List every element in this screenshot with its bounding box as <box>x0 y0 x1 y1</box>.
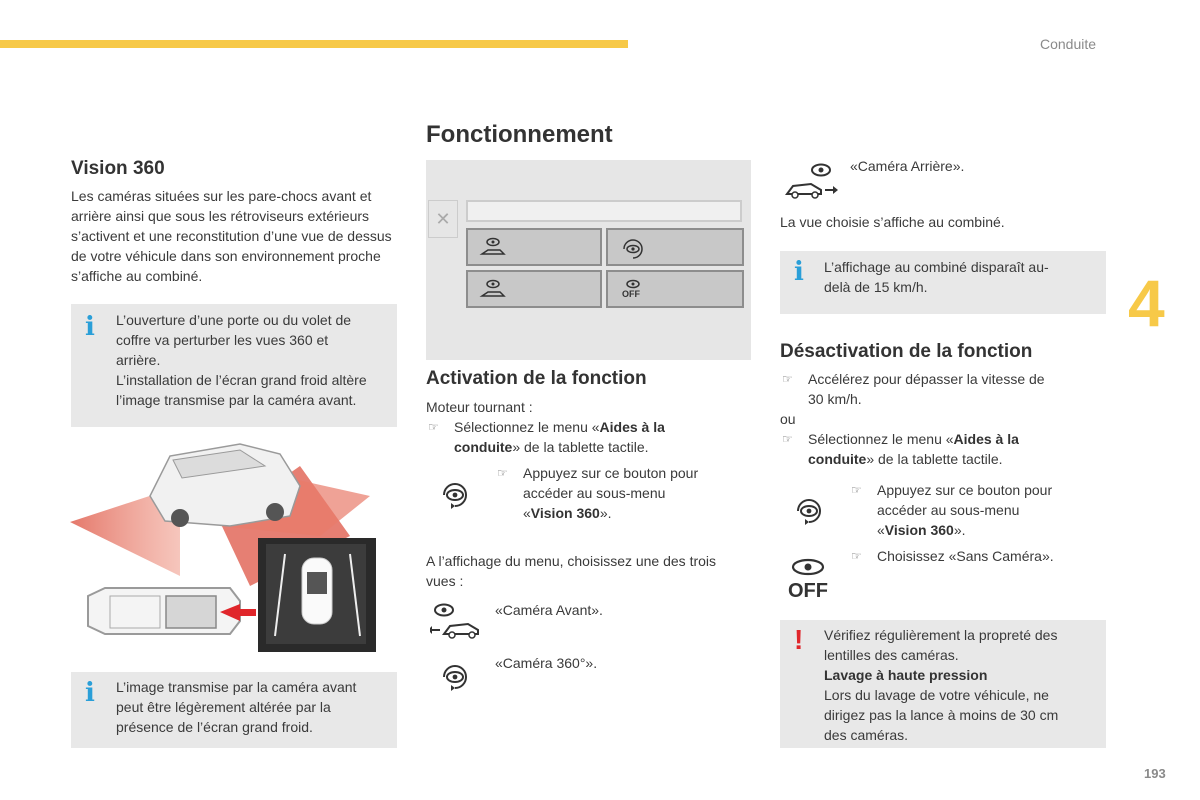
touchscreen-illustration <box>426 160 751 360</box>
vision360-icon <box>792 494 824 528</box>
section-title: Conduite <box>1040 36 1097 52</box>
off-label: OFF <box>622 289 640 299</box>
warning-box-text: Vérifiez régulièrement la propreté des lentilles des caméras. Lavage à haute pression Lors du lavage de votre véhicule, ne dirigez pas la lance à moins de 30 cm des caméras. <box>824 627 1059 743</box>
info-box-cold-screen <box>71 672 397 748</box>
or-text: ou <box>780 411 796 427</box>
rear-camera-button[interactable] <box>466 270 602 308</box>
page-number: 193 <box>1144 766 1166 781</box>
page-title: Fonctionnement <box>426 121 613 148</box>
choose-view-text: A l’affichage du menu, choisissez une des trois vues : <box>426 553 717 589</box>
deactivation-step1: Accélérez pour dépasser la vitesse de 30 km/h. <box>808 371 1045 407</box>
deactivation-title: Désactivation de la fonction <box>780 341 1033 362</box>
activation-step2: Appuyez sur ce bouton pour accéder au sous-menu «Vision 360». <box>523 465 699 521</box>
screen-title-bar <box>466 200 742 222</box>
bullet-icon: ☞ <box>851 483 862 497</box>
info-box-speed <box>780 251 1106 314</box>
camera-off-label: OFF <box>788 580 828 602</box>
bullet-icon: ☞ <box>497 466 508 480</box>
info-icon: i <box>794 257 804 287</box>
view-360-label: «Caméra 360°». <box>495 655 598 671</box>
eye-front-car-icon <box>478 236 508 260</box>
rear-camera-icon <box>783 160 839 200</box>
info-icon: i <box>85 678 95 708</box>
bullet-icon: ☞ <box>851 549 862 563</box>
activation-title: Activation de la fonction <box>426 368 647 389</box>
vision360-intro: Les caméras situées sur les pare-chocs avant et arrière ainsi que sous les rétroviseurs extérieurs s’activent et une reconstitution d’une vue de dessus de votre véhicule dans son environnement proche s’affiche au combiné. <box>71 188 392 284</box>
camera-off-button[interactable] <box>606 270 744 308</box>
eye-360-icon <box>620 236 646 262</box>
info-box-doors <box>71 304 397 427</box>
eye-off-icon <box>788 558 832 576</box>
moteur-text: Moteur tournant : <box>426 399 533 415</box>
view-front-label: «Caméra Avant». <box>495 602 603 618</box>
info-box-speed-text: L’affichage au combiné disparaît au- delà de 15 km/h. <box>824 259 1049 295</box>
deactivation-step2: Sélectionnez le menu «Aides à la conduite» de la tablette tactile. <box>808 431 1019 467</box>
car-camera-illustration <box>70 436 400 656</box>
bullet-icon: ☞ <box>782 432 793 446</box>
info-icon: i <box>85 312 95 342</box>
vision360-button-screen[interactable] <box>606 228 744 266</box>
header-accent-bar <box>0 40 628 48</box>
bullet-icon: ☞ <box>428 420 439 434</box>
vision360-title: Vision 360 <box>71 158 165 179</box>
view-rear-label: «Caméra Arrière». <box>850 158 965 174</box>
front-camera-icon <box>430 600 484 640</box>
deactivation-step4: Choisissez «Sans Caméra». <box>877 548 1054 564</box>
eye-rear-car-icon <box>478 278 508 302</box>
chosen-view-text: La vue choisie s’affiche au combiné. <box>780 214 1005 230</box>
chapter-number: 4 <box>1128 266 1165 340</box>
info-box-doors-text: L’ouverture d’une porte ou du volet de coffre va perturber les vues 360 et arrière. L’installation de l’écran grand froid altère l’image transmise par la caméra avant. <box>116 312 367 408</box>
vision360-icon <box>438 478 470 512</box>
activation-step1: Sélectionnez le menu «Aides à la conduite» de la tablette tactile. <box>454 419 665 455</box>
camera-360-icon <box>438 660 470 694</box>
camera-display-screen <box>258 538 376 652</box>
deactivation-step3: Appuyez sur ce bouton pour accéder au sous-menu «Vision 360». <box>877 482 1053 538</box>
warning-box-cleaning <box>780 620 1106 748</box>
info-box-cold-screen-text: L’image transmise par la caméra avant peut être légèrement altérée par la présence de l’écran grand froid. <box>116 679 357 735</box>
front-camera-button[interactable] <box>466 228 602 266</box>
close-icon[interactable]: ✕ <box>428 200 458 238</box>
bullet-icon: ☞ <box>782 372 793 386</box>
warning-icon: ! <box>794 624 804 655</box>
top-view-car <box>88 588 256 634</box>
